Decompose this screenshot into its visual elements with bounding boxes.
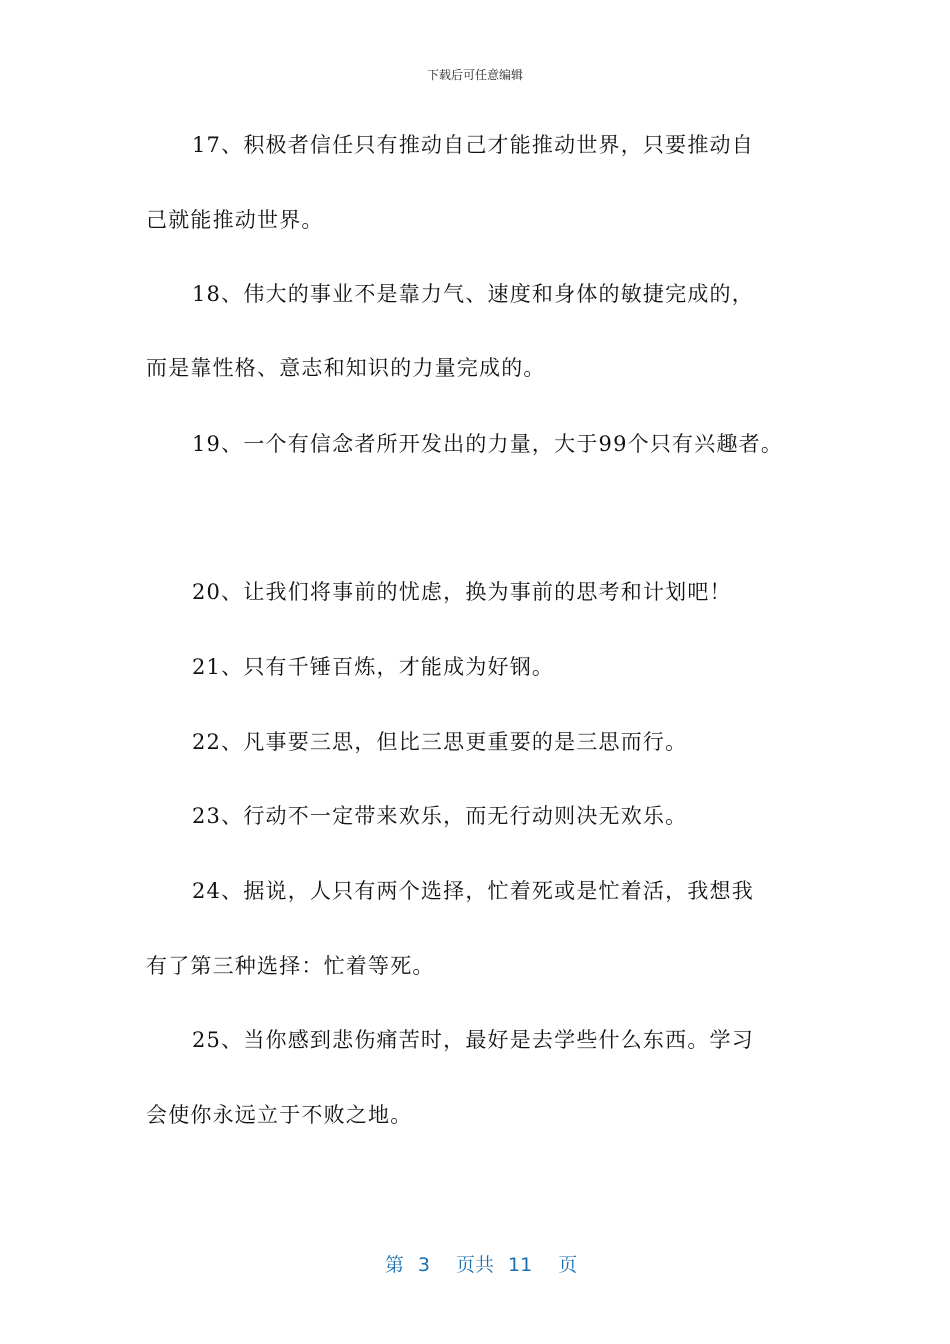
footer-page-suffix: 页 xyxy=(558,1254,578,1276)
paragraph-25-line-1: 25、当你感到悲伤痛苦时，最好是去学些什么东西。学习 xyxy=(192,1028,754,1052)
page-header-note: 下载后可任意编辑 xyxy=(426,68,523,82)
paragraph-21-line-1: 21、只有千锤百炼，才能成为好钢。 xyxy=(192,655,555,679)
paragraph-18-line-2: 而是靠性格、意志和知识的力量完成的。 xyxy=(146,356,546,380)
paragraph-17-line-2: 己就能推动世界。 xyxy=(146,208,324,232)
footer-page-prefix: 第 xyxy=(384,1254,404,1276)
paragraph-22-line-1: 22、凡事要三思，但比三思更重要的是三思而行。 xyxy=(192,730,688,754)
paragraph-23-line-1: 23、行动不一定带来欢乐，而无行动则决无欢乐。 xyxy=(192,804,688,828)
footer-total-pages: 11 xyxy=(508,1254,533,1276)
paragraph-19-line-1: 19、一个有信念者所开发出的力量，大于99个只有兴趣者。 xyxy=(192,432,784,456)
footer-page-number: 3 xyxy=(417,1254,430,1276)
paragraph-24-line-2: 有了第三种选择：忙着等死。 xyxy=(146,954,435,978)
paragraph-18-line-1: 18、伟大的事业不是靠力气、速度和身体的敏捷完成的， xyxy=(192,282,754,306)
paragraph-24-line-1: 24、据说，人只有两个选择，忙着死或是忙着活，我想我 xyxy=(192,879,754,903)
paragraph-17-line-1: 17、积极者信任只有推动自己才能推动世界，只要推动自 xyxy=(192,133,754,157)
page-footer xyxy=(0,1228,950,1277)
footer-page-middle: 页共 xyxy=(455,1254,494,1276)
paragraph-20-line-1: 20、让我们将事前的忧虑，换为事前的思考和计划吧！ xyxy=(192,580,732,604)
paragraph-25-line-2: 会使你永远立于不败之地。 xyxy=(146,1103,413,1127)
